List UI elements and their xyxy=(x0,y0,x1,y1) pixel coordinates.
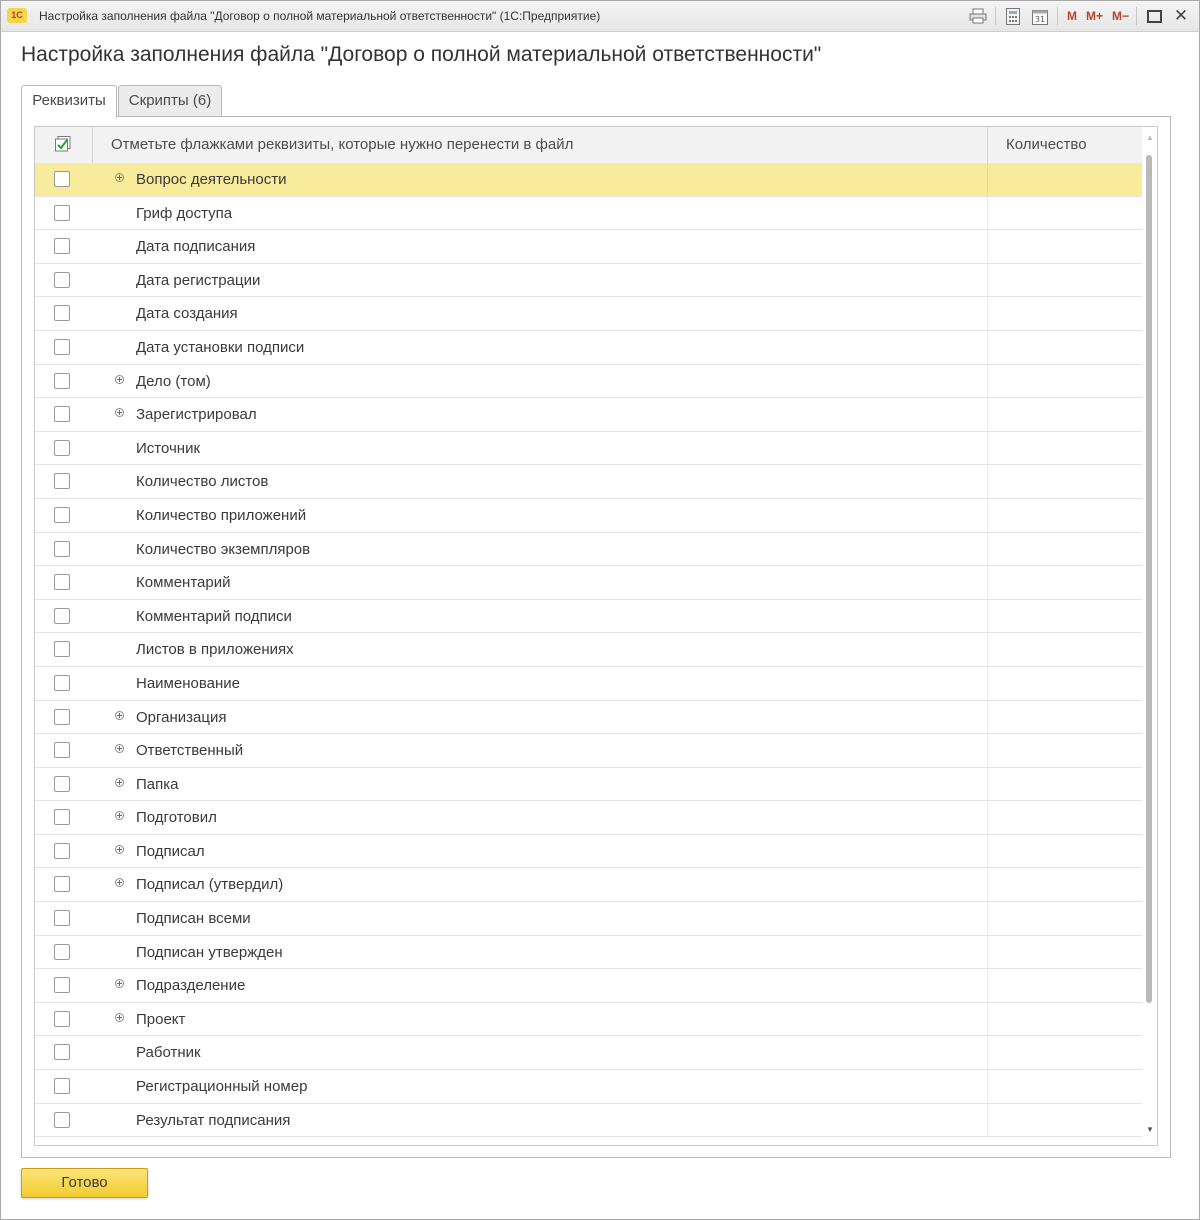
table-row[interactable] xyxy=(35,1104,1142,1138)
row-checkbox[interactable] xyxy=(54,205,70,221)
row-checkbox[interactable] xyxy=(54,876,70,892)
table-row[interactable] xyxy=(35,533,1142,567)
row-count-cell[interactable] xyxy=(987,230,1142,263)
table-row[interactable] xyxy=(35,331,1142,365)
row-count-cell[interactable] xyxy=(987,633,1142,666)
table-rows xyxy=(35,163,1142,1137)
table-row[interactable] xyxy=(35,465,1142,499)
app-logo: 1С xyxy=(7,8,27,23)
calculator-icon[interactable] xyxy=(1003,6,1023,26)
row-checkbox[interactable] xyxy=(54,373,70,389)
table-row[interactable] xyxy=(35,633,1142,667)
row-checkbox[interactable] xyxy=(54,843,70,859)
tab-scripts[interactable]: Скрипты (6) xyxy=(118,85,222,117)
row-label: Дата установки подписи xyxy=(136,338,305,356)
row-count-cell[interactable] xyxy=(987,835,1142,868)
table-row[interactable] xyxy=(35,264,1142,298)
expand-plus-icon[interactable] xyxy=(115,711,124,720)
check-all-icon[interactable] xyxy=(55,136,71,152)
row-checkbox[interactable] xyxy=(54,171,70,187)
row-checkbox[interactable] xyxy=(54,272,70,288)
expand-plus-icon[interactable] xyxy=(115,845,124,854)
table-row[interactable] xyxy=(35,1003,1142,1037)
row-checkbox[interactable] xyxy=(54,910,70,926)
row-label: Подписал xyxy=(136,842,205,860)
form-title: Настройка заполнения файла "Договор о полной материальной ответственности" xyxy=(21,43,822,66)
scroll-thumb[interactable] xyxy=(1146,155,1152,1003)
row-checkbox[interactable] xyxy=(54,238,70,254)
table-row[interactable] xyxy=(35,1070,1142,1104)
row-count-cell[interactable] xyxy=(987,297,1142,330)
table-row[interactable] xyxy=(35,667,1142,701)
expand-plus-icon[interactable] xyxy=(115,1013,124,1022)
row-checkbox[interactable] xyxy=(54,1112,70,1128)
row-label: Папка xyxy=(136,775,179,793)
memory-plus-button[interactable]: M+ xyxy=(1085,9,1103,23)
row-count-cell[interactable] xyxy=(987,398,1142,431)
row-checkbox[interactable] xyxy=(54,305,70,321)
row-checkbox[interactable] xyxy=(54,574,70,590)
expand-plus-icon[interactable] xyxy=(115,811,124,820)
scroll-up-icon[interactable]: ▲ xyxy=(1146,133,1154,142)
row-count-cell[interactable] xyxy=(987,801,1142,834)
row-count-cell[interactable] xyxy=(987,701,1142,734)
row-checkbox[interactable] xyxy=(54,473,70,489)
row-count-cell[interactable] xyxy=(987,936,1142,969)
row-checkbox[interactable] xyxy=(54,1011,70,1027)
row-count-cell[interactable] xyxy=(987,197,1142,230)
row-label: Вопрос деятельности xyxy=(136,171,287,188)
row-label: Количество приложений xyxy=(136,506,307,524)
row-label: Регистрационный номер xyxy=(136,1078,308,1096)
table-row[interactable] xyxy=(35,398,1142,432)
row-count-cell[interactable] xyxy=(987,1036,1142,1069)
row-label: Результат подписания xyxy=(136,1111,291,1129)
row-label: Количество листов xyxy=(136,473,269,491)
row-count-cell[interactable] xyxy=(987,432,1142,465)
row-checkbox[interactable] xyxy=(54,641,70,657)
table-row[interactable] xyxy=(35,902,1142,936)
calendar-icon[interactable] xyxy=(1030,6,1050,26)
row-checkbox[interactable] xyxy=(54,507,70,523)
row-checkbox[interactable] xyxy=(54,675,70,691)
expand-plus-icon[interactable] xyxy=(115,173,124,182)
expand-plus-icon[interactable] xyxy=(115,375,124,384)
table-row[interactable] xyxy=(35,768,1142,802)
expand-plus-icon[interactable] xyxy=(115,878,124,887)
table-row[interactable] xyxy=(35,197,1142,231)
row-checkbox[interactable] xyxy=(54,1078,70,1094)
row-label: Источник xyxy=(136,439,201,457)
row-label: Проект xyxy=(136,1010,186,1028)
table-row[interactable] xyxy=(35,163,1142,197)
toolbar-separator xyxy=(1136,7,1137,25)
row-label: Дата регистрации xyxy=(136,271,261,289)
row-checkbox[interactable] xyxy=(54,742,70,758)
expand-plus-icon[interactable] xyxy=(115,408,124,417)
row-count-cell[interactable] xyxy=(987,499,1142,532)
row-checkbox[interactable] xyxy=(54,809,70,825)
calendar-day: 31 xyxy=(1034,14,1046,24)
table-row[interactable] xyxy=(35,969,1142,1003)
row-label: Гриф доступа xyxy=(136,204,233,222)
row-label: Ответственный xyxy=(136,742,244,760)
row-label: Работник xyxy=(136,1044,201,1062)
column-header-count-cell[interactable] xyxy=(987,127,1143,163)
row-label: Количество экземпляров xyxy=(136,540,311,558)
row-count-cell[interactable] xyxy=(987,868,1142,901)
column-header-name[interactable]: Отметьте флажками реквизиты, которые нужно перенести в файл xyxy=(111,136,574,153)
done-button[interactable]: Готово xyxy=(21,1168,148,1198)
row-label: Дата подписания xyxy=(136,238,256,256)
row-checkbox[interactable] xyxy=(54,541,70,557)
row-checkbox[interactable] xyxy=(54,608,70,624)
row-count-cell[interactable] xyxy=(987,264,1142,297)
memory-minus-button[interactable]: M− xyxy=(1111,9,1129,23)
table-row[interactable] xyxy=(35,936,1142,970)
close-icon[interactable]: ✕ xyxy=(1173,6,1189,25)
row-count-cell[interactable] xyxy=(987,969,1142,1002)
row-count-cell[interactable] xyxy=(987,566,1142,599)
row-label: Подписан всеми xyxy=(136,910,251,928)
row-label: Подписал (утвердил) xyxy=(136,876,284,894)
row-count-cell[interactable] xyxy=(987,1104,1142,1137)
table-row[interactable] xyxy=(35,835,1142,869)
requisites-table xyxy=(34,126,1158,1146)
row-label: Дело (том) xyxy=(136,372,211,390)
expand-plus-icon[interactable] xyxy=(115,744,124,753)
row-label: Листов в приложениях xyxy=(136,641,294,659)
row-count-cell[interactable] xyxy=(987,1003,1142,1036)
row-label: Организация xyxy=(136,708,227,726)
title-bar-tools xyxy=(961,6,1191,26)
table-header xyxy=(35,127,1142,164)
tab-requisites[interactable]: Реквизиты xyxy=(21,85,117,118)
row-label: Комментарий xyxy=(136,574,231,592)
vertical-scrollbar[interactable] xyxy=(1142,127,1157,1145)
print-icon[interactable] xyxy=(968,6,988,26)
row-count-cell[interactable] xyxy=(987,465,1142,498)
table-row[interactable] xyxy=(35,600,1142,634)
table-row[interactable] xyxy=(35,1036,1142,1070)
expand-plus-icon[interactable] xyxy=(115,979,124,988)
row-count-cell[interactable] xyxy=(987,734,1142,767)
row-label: Подготовил xyxy=(136,809,217,827)
row-label: Дата создания xyxy=(136,305,238,323)
maximize-icon[interactable] xyxy=(1144,6,1164,26)
window-title: Настройка заполнения файла "Договор о полной материальной ответственности" (1С:Предприятие) xyxy=(39,9,601,23)
table-row[interactable] xyxy=(35,365,1142,399)
row-count-cell[interactable] xyxy=(987,1070,1142,1103)
scroll-down-icon[interactable]: ▼ xyxy=(1146,1125,1154,1134)
row-checkbox[interactable] xyxy=(54,709,70,725)
row-count-cell[interactable] xyxy=(987,768,1142,801)
expand-plus-icon[interactable] xyxy=(115,778,124,787)
row-count-cell[interactable] xyxy=(987,667,1142,700)
row-count-cell[interactable] xyxy=(987,902,1142,935)
row-count-cell[interactable] xyxy=(987,163,1142,196)
table-row[interactable] xyxy=(35,801,1142,835)
row-checkbox[interactable] xyxy=(54,1044,70,1060)
row-checkbox[interactable] xyxy=(54,406,70,422)
table-row[interactable] xyxy=(35,701,1142,735)
title-bar xyxy=(1,1,1199,32)
table-row[interactable] xyxy=(35,297,1142,331)
table-row[interactable] xyxy=(35,499,1142,533)
row-checkbox[interactable] xyxy=(54,440,70,456)
check-all-column[interactable] xyxy=(35,127,93,163)
row-checkbox[interactable] xyxy=(54,944,70,960)
memory-button[interactable]: M xyxy=(1066,9,1077,23)
row-count-cell[interactable] xyxy=(987,365,1142,398)
row-label: Наименование xyxy=(136,674,240,692)
toolbar-separator xyxy=(995,7,996,25)
table-row[interactable] xyxy=(35,566,1142,600)
row-checkbox[interactable] xyxy=(54,776,70,792)
row-count-cell[interactable] xyxy=(987,533,1142,566)
toolbar-separator xyxy=(1057,7,1058,25)
table-row[interactable] xyxy=(35,868,1142,902)
column-header-count: Количество xyxy=(1006,136,1087,153)
row-label: Подразделение xyxy=(136,977,246,995)
row-label: Комментарий подписи xyxy=(136,607,292,625)
table-row[interactable] xyxy=(35,432,1142,466)
table-row[interactable] xyxy=(35,734,1142,768)
row-count-cell[interactable] xyxy=(987,600,1142,633)
row-count-cell[interactable] xyxy=(987,331,1142,364)
row-label: Подписан утвержден xyxy=(136,943,283,961)
row-checkbox[interactable] xyxy=(54,339,70,355)
row-label: Зарегистрировал xyxy=(136,406,257,424)
row-checkbox[interactable] xyxy=(54,977,70,993)
table-row[interactable] xyxy=(35,230,1142,264)
